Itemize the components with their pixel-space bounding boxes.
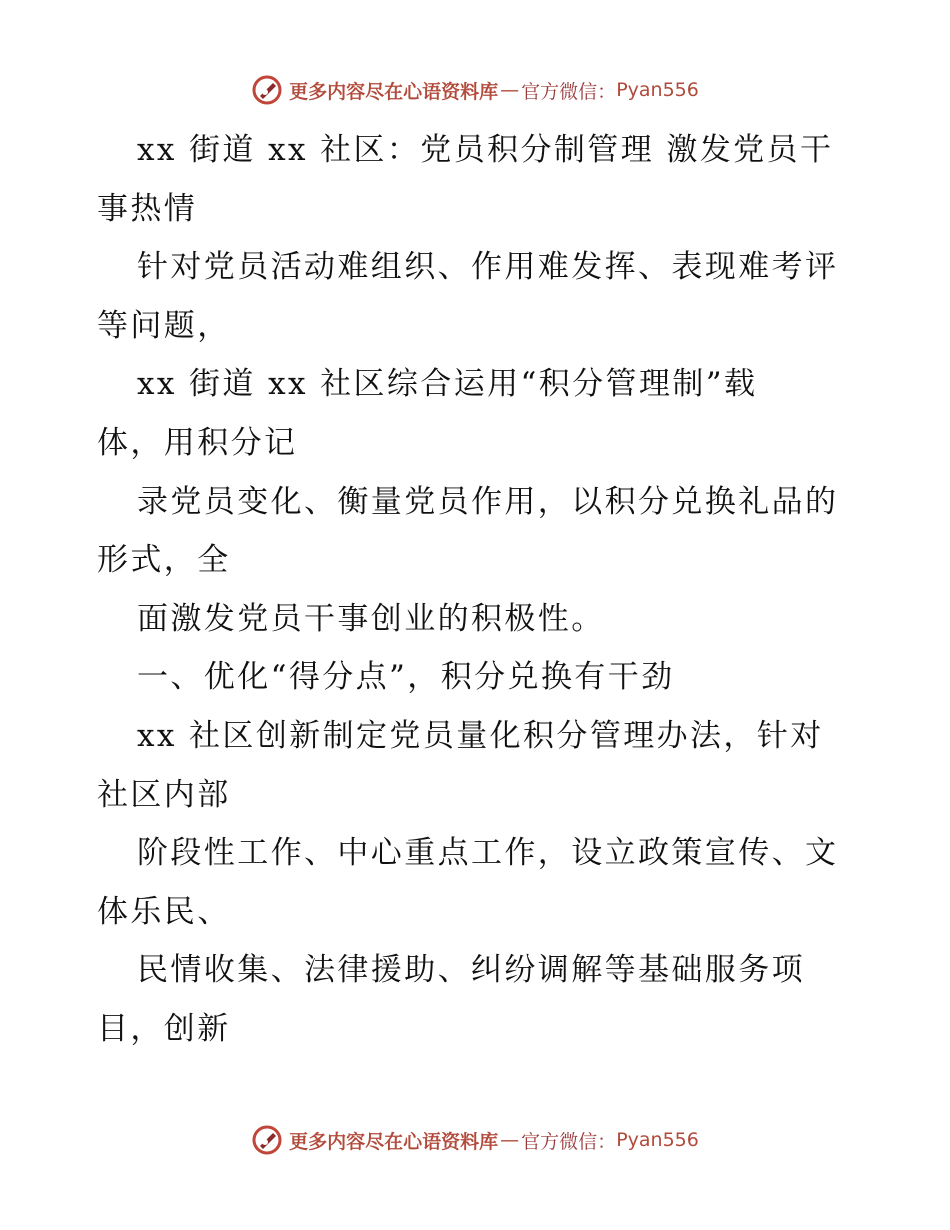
watermark-wechat-id: Pyan556 [616, 1129, 699, 1151]
watermark-wechat-label: 官方微信： [521, 1130, 617, 1153]
text-line: xx 街道 xx 社区：党员积分制管理 激发党员干 [137, 132, 834, 168]
watermark-separator: — [500, 1129, 520, 1151]
text-line: xx 社区创新制定党员量化积分管理办法，针对 [137, 717, 824, 754]
text-line: 针对党员活动难组织、作用难发挥、表现难考评 [137, 249, 839, 286]
document-body [97, 121, 857, 1059]
text-line: 面激发党员干事创业的积极性。 [137, 600, 605, 637]
text-line: 录党员变化、衡量党员作用，以积分兑换礼品的 [137, 483, 839, 520]
text-line: 体乐民、 [97, 893, 231, 930]
text-line: xx 街道 xx 社区综合运用“积分管理制”载 [137, 366, 758, 403]
watermark-wechat-label: 官方微信： [521, 80, 617, 103]
text-line: 等问题， [97, 307, 231, 344]
text-line: 体，用积分记 [97, 424, 298, 461]
logo-icon [251, 74, 283, 106]
text-line: 事热情 [97, 190, 198, 227]
watermark-main-text: 更多内容尽在心语资料库 [289, 80, 499, 103]
text-line: 一、优化“得分点”，积分兑换有干劲 [137, 659, 675, 696]
watermark-wechat-id: Pyan556 [616, 79, 699, 101]
text-line: 阶段性工作、中心重点工作，设立政策宣传、文 [137, 835, 839, 872]
logo-icon [251, 1124, 283, 1156]
watermark-main-text: 更多内容尽在心语资料库 [289, 1130, 499, 1153]
header-watermark [0, 72, 950, 108]
text-line: 形式，全 [97, 542, 231, 579]
text-line: 目，创新 [97, 1010, 231, 1047]
watermark-separator: — [500, 79, 520, 101]
text-line: 社区内部 [97, 776, 231, 813]
text-line: 民情收集、法律援助、纠纷调解等基础服务项 [137, 952, 805, 989]
footer-watermark [0, 1122, 950, 1158]
